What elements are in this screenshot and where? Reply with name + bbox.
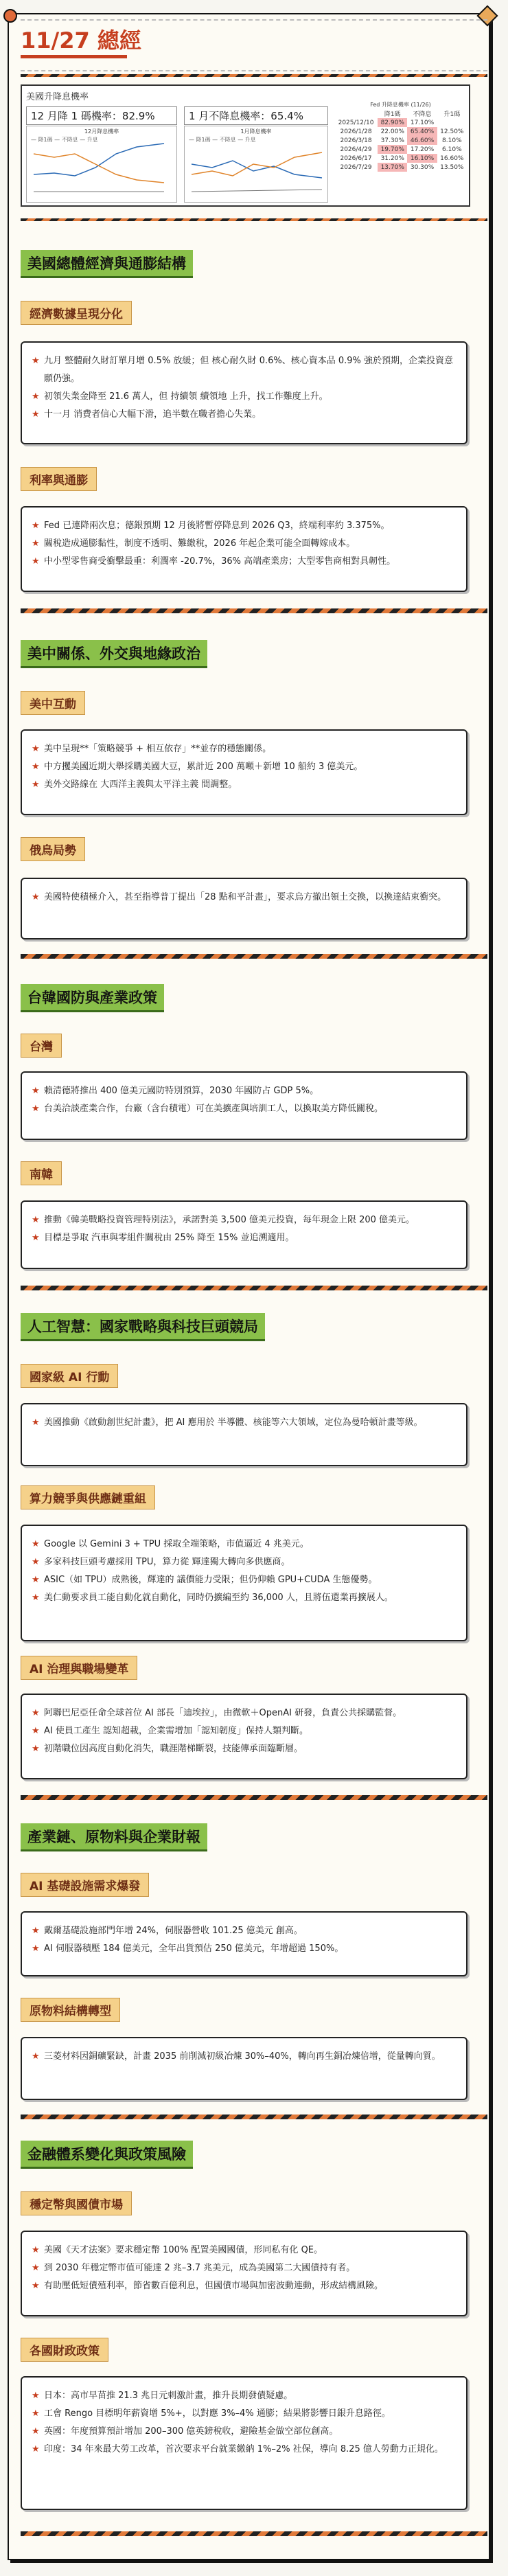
list-item: ★ 初領失業金降至 21.6 萬人，但 持續領 續領地 上升，找工作難度上升。: [32, 388, 457, 406]
bullet-card: [21, 878, 467, 939]
list-item: ★ 印度：34 年來最大勞工改革，首次要求平台就業繳納 1%–2% 社保，導向 8.25 億人勞動力正規化。: [32, 2441, 457, 2459]
bullet-card: [21, 729, 467, 815]
subsection-heading: 原物料結構轉型: [21, 1998, 120, 2022]
bullet-card: [21, 2231, 467, 2316]
list-item: ★ Google 以 Gemini 3 + TPU 採取全端策略，市值逼近 4 兆美元。: [32, 1536, 457, 1553]
subsection-heading: 穩定幣與國債市場: [21, 2191, 132, 2215]
rate-cut-probability: 12 月降 1 碼機率：82.9%: [26, 106, 177, 125]
table-row: [334, 118, 467, 127]
list-item: ★ 美國推動《啟動創世紀計畫》，把 AI 應用於 半導體、核能等六大領域，定位為曼哈頓計畫等級。: [32, 1414, 457, 1432]
hazard-stripe: [21, 608, 487, 613]
mini-chart-lines: [27, 126, 176, 202]
table-cell: 13.70%: [378, 163, 407, 172]
table-header-row: [334, 109, 467, 118]
section-heading: 美中關係、外交與地緣政治: [21, 640, 207, 668]
hazard-stripe: [21, 74, 487, 77]
list-item: ★ 初階職位因高度自動化消失，職涯階梯斷裂，技能傳承面臨斷層。: [32, 1740, 457, 1758]
table-cell: 2025/12/10: [338, 119, 374, 126]
list-item: ★ 九月 整體耐久財訂單月增 0.5% 放緩；但 核心耐久財 0.6%、核心資本品 0.9% 強於預期，企業投資意願仍強。: [32, 352, 457, 388]
list-item: ★ 到 2030 年穩定幣市值可能達 2 兆–3.7 兆美元，成為美國第二大國債持有者。: [32, 2259, 457, 2277]
table-cell: 30.30%: [410, 163, 435, 171]
list-item: ★ 中方攫美國近期大舉採購美國大豆，累計近 200 萬噸＋新增 10 船約 3 億美元。: [32, 758, 457, 776]
section-heading: 台韓國防與產業政策: [21, 984, 164, 1012]
table-row: [334, 154, 467, 163]
table-cell: 17.20%: [410, 146, 435, 153]
mini-chart-legend: — 降1碼 — 不降息 — 升息: [31, 137, 98, 143]
table-cell: 2026/3/18: [340, 137, 372, 144]
bullet-card: [21, 1525, 467, 1641]
list-item: ★ 英國：年度預算預計增加 200–300 億英鎊稅收，避險基金做空部位創高。: [32, 2423, 457, 2441]
table-cell: 16.60%: [440, 155, 464, 162]
subsection-heading: 算力競爭與供應鏈重組: [21, 1485, 155, 1509]
table-row: [334, 145, 467, 154]
table-cell: 17.10%: [410, 119, 435, 126]
bullet-card: [21, 1403, 467, 1466]
list-item: ★ 美國特使積極介入，甚至指導普丁提出「28 點和平計畫」，要求烏方撤出領土交換，以換達結束衝突。: [32, 889, 457, 907]
list-item: ★ 戴爾基礎設施部門年增 24%，伺服器營收 101.25 億美元 創高。: [32, 1922, 457, 1940]
bullet-card: [21, 2376, 467, 2510]
subsection-heading: 利率與通膨: [21, 467, 97, 491]
hazard-stripe: [21, 2531, 487, 2536]
rate-hold-probability: 1 月不降息機率：65.4%: [184, 106, 328, 125]
subsection-heading: 台灣: [21, 1034, 62, 1058]
table-row: [334, 127, 467, 136]
bullet-card: [21, 1911, 467, 1976]
mini-chart-jan: [184, 126, 328, 203]
table-cell: 6.10%: [442, 146, 462, 153]
list-item: ★ 美外交路線在 大西洋主義與太平洋主義 間調整。: [32, 776, 457, 794]
hazard-stripe: [21, 1286, 487, 1290]
table-header: 不降息: [413, 111, 432, 118]
list-item: ★ 阿聯巴尼亞任命全球首位 AI 部長「迪埃拉」，由微軟＋OpenAI 研發，負責公共採購監督。: [32, 1705, 457, 1722]
table-cell: 22.00%: [380, 128, 404, 135]
hazard-stripe: [21, 1795, 487, 1800]
list-item: ★ AI 使員工產生 認知超載，企業需增加「認知韌度」保持人類判斷。: [32, 1722, 457, 1740]
list-item: ★ 多家科技巨頭考慮採用 TPU，算力從 輝達獨大轉向多供應商。: [32, 1553, 457, 1571]
table-cell: 12.50%: [440, 128, 464, 135]
bullet-card: [21, 1200, 467, 1269]
table-header: 降1碼: [384, 111, 401, 118]
list-item: ★ 美仁動要求員工能自動化就自動化，同時仍擴編至約 36,000 人，且將伍還業再擴展人。: [32, 1589, 457, 1607]
table-row: [334, 136, 467, 145]
bullet-card: [21, 506, 467, 592]
table-cell: 2026/7/29: [340, 163, 372, 171]
table-header: [334, 109, 378, 118]
list-item: ★ 中小型零售商受衝擊最重：利潤率 -20.7%，36% 高端產業房；大型零售商相對具韌性。: [32, 553, 457, 571]
fed-probability-table: [334, 101, 467, 172]
mini-chart-legend: — 降1碼 — 不降息 — 升息: [189, 137, 256, 143]
list-item: ★ ASIC（如 TPU）成熟後，輝達的 議價能力受限；但仍仰賴 GPU+CUDA 生態優勢。: [32, 1571, 457, 1589]
hazard-stripe: [21, 218, 487, 221]
table-cell: 82.90%: [378, 118, 407, 127]
table-cell: 31.20%: [380, 155, 404, 162]
table-header: 升1碼: [443, 111, 461, 118]
top-divider: [21, 19, 487, 21]
mini-chart-title: 12月降息機率: [84, 128, 119, 135]
list-item: ★ AI 伺服器積壓 184 億美元，全年出貨預估 250 億美元，年增超過 150%。: [32, 1940, 457, 1958]
table-cell: 19.70%: [378, 145, 407, 154]
panel-title: 美國升降息機率: [26, 92, 89, 102]
title-underline: [21, 55, 127, 58]
table-title: Fed 升降息機率 (11/26): [370, 102, 431, 108]
table-cell: 2026/1/28: [340, 128, 372, 135]
list-item: ★ Fed 已連降兩次息；德銀預期 12 月後將暫停降息到 2026 Q3，終端利率約 3.375%。: [32, 517, 457, 535]
list-item: ★ 推動《韓美戰略投資管理特別法》，承諾對美 3,500 億美元投資，每年現金上限 200 億美元。: [32, 1211, 457, 1229]
subsection-heading: 美中互動: [21, 691, 85, 715]
mini-chart-title: 1月降息機率: [240, 128, 272, 135]
section-heading: 金融體系變化與政策風險: [21, 2141, 193, 2169]
subsection-heading: AI 基礎設施需求爆發: [21, 1873, 149, 1897]
hazard-stripe: [21, 2115, 487, 2119]
list-item: ★ 美國《天才法案》要求穩定幣 100% 配置美國國債，形同私有化 QE。: [32, 2242, 457, 2259]
section-heading: 美國總體經濟與通膨結構: [21, 250, 193, 278]
table-cell: 2026/4/29: [340, 146, 372, 153]
subsection-heading: 經濟數據呈現分化: [21, 301, 132, 325]
subsection-heading: 國家級 AI 行動: [21, 1364, 118, 1388]
mini-chart-dec: [26, 126, 177, 203]
bullet-card: [21, 341, 467, 444]
table-cell: 13.50%: [440, 163, 464, 171]
list-item: ★ 十一月 消費者信心大幅下滑，追半數在職者擔心失業。: [32, 406, 457, 424]
table-cell: 2026/6/17: [340, 155, 372, 162]
subsection-heading: 南韓: [21, 1161, 62, 1185]
rate-probability-panel: [21, 84, 470, 207]
bullet-card: [21, 1694, 467, 1779]
list-item: ★ 關稅造成通膨黏性，制度不透明、難繳稅，2026 年起企業可能全面轉嫁成本。: [32, 535, 457, 553]
bullet-card: [21, 2037, 467, 2100]
table-cell: 16.10%: [407, 154, 437, 163]
hazard-stripe: [21, 954, 487, 959]
list-item: ★ 台美洽談產業合作，台廠（含台積電）可在美擴產與培訓工人，以換取美方降低關稅。: [32, 1100, 457, 1118]
table-cell: 65.40%: [407, 127, 437, 136]
list-item: ★ 工會 Rengo 目標明年薪資增 5%+，以對應 3%–4% 通膨；結果將影響日銀升息路徑。: [32, 2405, 457, 2423]
list-item: ★ 有助壓低短債殖利率，節省數百億利息，但國債市場與加密波動連動，形成結構風險。: [32, 2277, 457, 2295]
table-cell: 46.60%: [407, 136, 437, 145]
section-heading: 人工智慧：國家戰略與科技巨頭競局: [21, 1313, 265, 1341]
list-item: ★ 賴清德將推出 400 億美元國防特別預算，2030 年國防占 GDP 5%。: [32, 1082, 457, 1100]
title-divider: [21, 70, 487, 71]
list-item: ★ 三菱材料因銅礦緊缺，計畫 2035 前削減初級冶煉 30%–40%，轉向再生銅冶煉倍增，從量轉向質。: [32, 2048, 457, 2066]
list-item: ★ 日本：高市早苗推 21.3 兆日元刺激計畫，推升長期發債疑慮。: [32, 2387, 457, 2405]
list-item: ★ 目標是爭取 汽車與零組件關稅由 25% 降至 15% 並追溯適用。: [32, 1229, 457, 1247]
subsection-heading: 俄烏局勢: [21, 837, 85, 861]
mini-chart-lines: [185, 126, 327, 202]
table-row: [334, 163, 467, 172]
table-cell: 8.10%: [442, 137, 462, 144]
table-cell: 37.30%: [380, 137, 404, 144]
list-item: ★ 美中呈現**「策略競爭 + 相互依存」**並存的穩態關係。: [32, 740, 457, 758]
bullet-card: [21, 1071, 467, 1140]
section-heading: 產業鏈、原物料與企業財報: [21, 1823, 207, 1851]
subsection-heading: AI 治理與職場變革: [21, 1656, 137, 1680]
subsection-heading: 各國財政政策: [21, 2338, 108, 2362]
page-title: 11/27 總經: [21, 27, 141, 54]
table-cell: [437, 118, 467, 127]
